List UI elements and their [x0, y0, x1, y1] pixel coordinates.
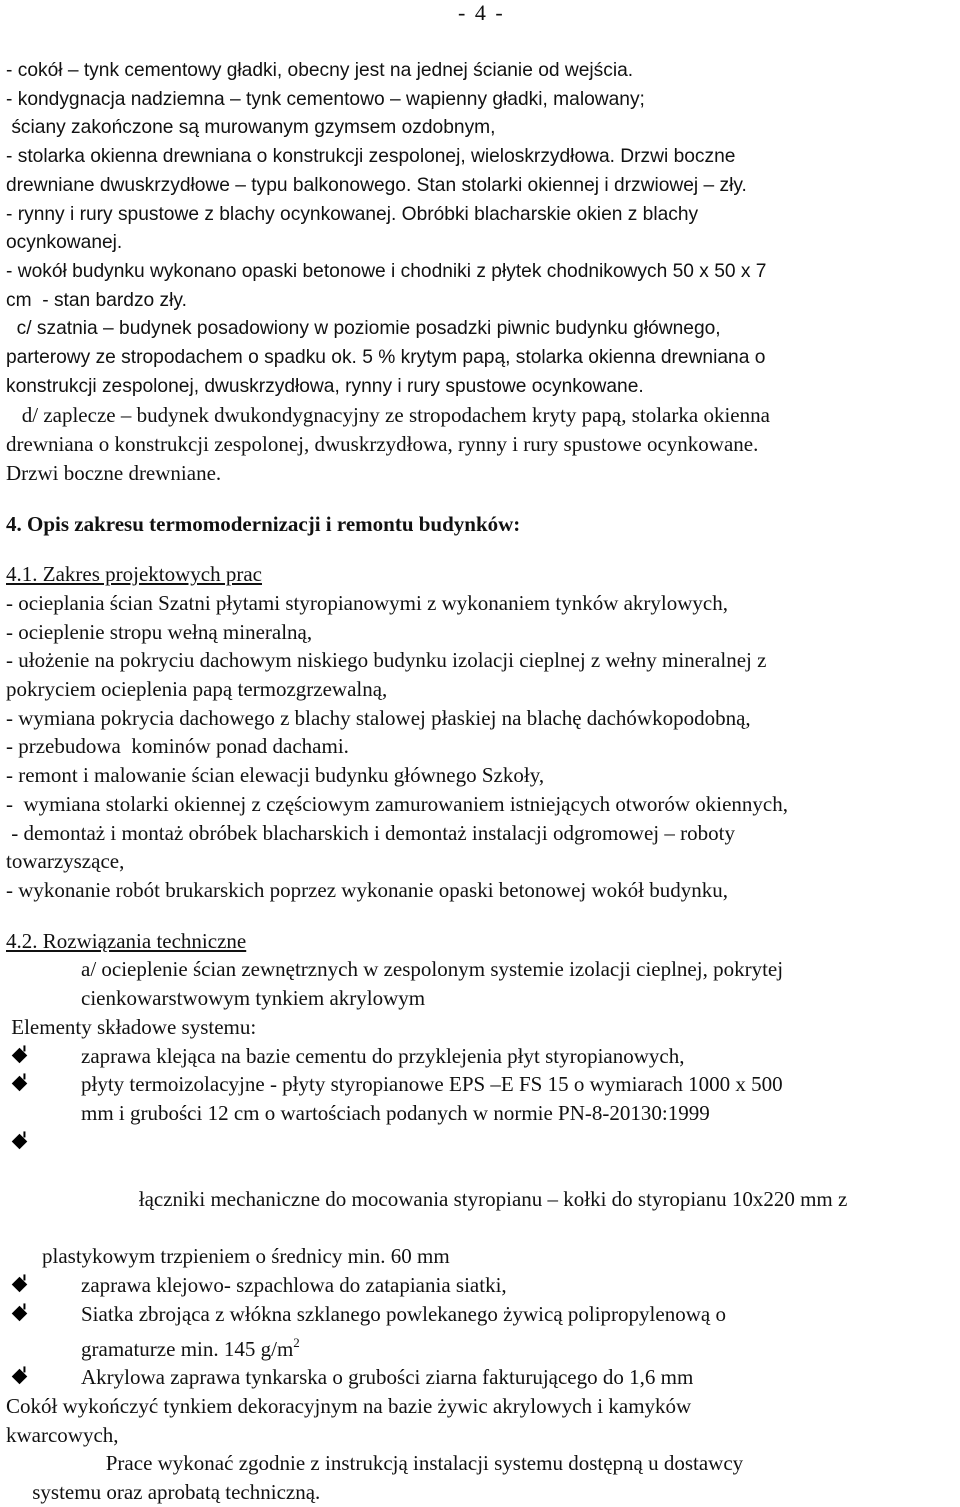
heading-4-2: 4.2. Rozwiązania techniczne: [6, 928, 247, 953]
heading-section-4: 4. Opis zakresu termomodernizacji i remontu budynków:: [6, 511, 521, 536]
component-item: [6, 1363, 956, 1392]
work-item: - wymiana pokrycia dachowego z blachy stalowej płaskiej na blachę dachówkopodobną,: [6, 705, 751, 730]
paragraph-line: - kondygnacja nadziemna – tynk cementowo – wapienny gładki, malowany;: [6, 88, 645, 110]
works-list: [6, 589, 956, 905]
component-item: [6, 1042, 956, 1071]
paragraph-line: - stolarka okienna drewniana o konstrukcji zespolonej, wieloskrzydłowa. Drzwi boczne: [6, 146, 736, 168]
component-text: łączniki mechaniczne do mocowania styropianu – kołki do styropianu 10x220 mm z: [123, 1187, 848, 1212]
closing-line: Cokół wykończyć tynkiem dekoracyjnym na bazie żywic akrylowych i kamyków: [6, 1393, 692, 1418]
elements-label: Elementy składowe systemu:: [6, 1014, 257, 1039]
paragraph-line: ściany zakończone są murowanym gzymsem ozdobnym,: [6, 117, 496, 139]
closing-line: systemu oraz aprobatą techniczną.: [6, 1480, 321, 1505]
bullet-diamond-icon: [12, 1277, 28, 1293]
paragraph-line: drewniane dwuskrzydłowe – typu balkonowego. Stan stolarki okiennej i drzwiowej – zły.: [6, 174, 747, 196]
page-number: - 4 -: [458, 0, 505, 25]
work-item: - wykonanie robót brukarskich poprzez wykonanie opaski betonowej wokół budynku,: [6, 877, 728, 902]
component-text: Siatka zbrojąca z włókna szklanego powlekanego żywicą polipropylenową o: [81, 1301, 726, 1326]
paragraph-line: - cokół – tynk cementowy gładki, obecny jest na jednej ścianie od wejścia.: [6, 60, 634, 81]
superscript: 2: [293, 1334, 300, 1350]
work-item: - demontaż i montaż obróbek blacharskich i demontaż instalacji odgromowej – roboty: [6, 820, 735, 845]
section-3-description: [6, 57, 956, 488]
paragraph-line: ocynkowanej.: [6, 232, 123, 254]
subsection-a-line-1: a/ ocieplenie ścian zewnętrznych w zespolonym systemie izolacji cieplnej, pokrytej: [81, 957, 784, 982]
paragraph-line: c/ szatnia – budynek posadowiony w poziomie posadzki piwnic budynku głównego,: [6, 318, 721, 340]
subsection-a-line-2: cienkowarstwowym tynkiem akrylowym: [81, 986, 426, 1011]
work-item: - ułożenie na pokryciu dachowym niskiego budynku izolacji cieplnej z wełny mineralnej z: [6, 648, 767, 673]
paragraph-line: parterowy ze stropodachem o spadku ok. 5 % krytym papą, stolarka okienna drewniana o: [6, 347, 766, 369]
component-text: mm i grubości 12 cm o wartościach podanych w normie PN-8-20130:1999: [81, 1100, 710, 1125]
component-text: plastykowym trzpieniem o średnicy min. 60 mm: [42, 1244, 450, 1269]
work-item: - remont i malowanie ścian elewacji budynku głównego Szkoły,: [6, 763, 545, 788]
component-text: Akrylowa zaprawa tynkarska o grubości ziarna fakturującego do 1,6 mm: [81, 1365, 694, 1390]
paragraph-line: konstrukcji zespolonej, dwuskrzydłowa, rynny i rury spustowe ocynkowane.: [6, 375, 644, 397]
paragraph-line: drewniana o konstrukcji zespolonej, dwuskrzydłowa, rynny i rury spustowe ocynkowane.: [6, 432, 759, 457]
bullet-diamond-icon: [12, 1369, 28, 1385]
paragraph-line: - rynny i rury spustowe z blachy ocynkowanej. Obróbki blacharskie okien z blachy: [6, 203, 699, 225]
paragraph-line: cm - stan bardzo zły.: [6, 289, 187, 311]
work-item: pokryciem ocieplenia papą termozgrzewalną,: [6, 677, 388, 702]
bullet-diamond-icon: [12, 1076, 28, 1092]
document-body: [6, 57, 956, 1507]
component-text: zaprawa klejąca na bazie cementu do przyklejenia płyt styropianowych,: [81, 1043, 685, 1068]
heading-4-1: 4.1. Zakres projektowych prac: [6, 562, 262, 587]
paragraph-line: d/ zaplecze – budynek dwukondygnacyjny ze stropodachem kryty papą, stolarka okienna: [6, 403, 770, 428]
subsection-a: [6, 955, 956, 1012]
closing-line: kwarcowych,: [6, 1422, 119, 1447]
components-list: [6, 1042, 956, 1392]
component-text: gramaturze min. 145 g/m: [81, 1336, 294, 1361]
bullet-diamond-icon: [12, 1047, 28, 1063]
work-item: towarzyszące,: [6, 849, 125, 874]
component-text: płyty termoizolacyjne - płyty styropianowe EPS –E FS 15 o wymiarach 1000 x 500: [81, 1072, 783, 1097]
paragraph-line: Drzwi boczne drewniane.: [6, 460, 222, 485]
component-item: [6, 1300, 956, 1363]
component-item: [6, 1070, 956, 1127]
work-item: - przebudowa kominów ponad dachami.: [6, 734, 349, 759]
work-item: - ocieplania ścian Szatni płytami styropianowymi z wykonaniem tynków akrylowych,: [6, 590, 728, 615]
paragraph-line: - wokół budynku wykonano opaski betonowe i chodniki z płytek chodnikowych 50 x 50 x 7: [6, 260, 767, 282]
bullet-diamond-icon: [12, 1133, 28, 1149]
closing-line: Prace wykonać zgodnie z instrukcją instalacji systemu dostępną u dostawcy: [6, 1451, 744, 1476]
bullet-diamond-icon: [12, 1306, 28, 1322]
component-text: zaprawa klejowo- szpachlowa do zatapiania siatki,: [81, 1273, 507, 1298]
work-item: - ocieplenie stropu wełną mineralną,: [6, 619, 313, 644]
component-item: [6, 1271, 956, 1300]
component-item: [6, 1128, 956, 1272]
closing-paragraph: [6, 1392, 956, 1507]
work-item: - wymiana stolarki okiennej z częściowym zamurowaniem istniejących otworów okiennych,: [6, 791, 789, 816]
